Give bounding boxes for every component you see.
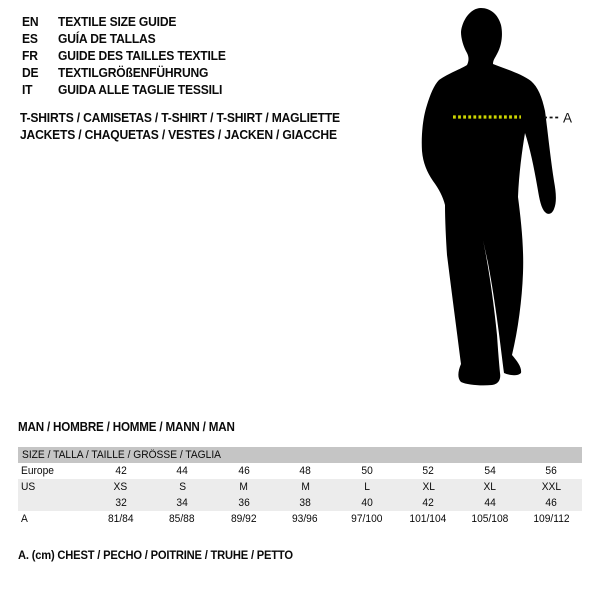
- language-code: FR: [22, 48, 38, 63]
- man-silhouette: [403, 5, 578, 390]
- cell: 105/108: [471, 513, 509, 525]
- cell: 34: [176, 497, 188, 509]
- size-figure: [403, 5, 578, 390]
- language-guide-list: [22, 13, 238, 98]
- language-row-de: [22, 64, 238, 81]
- cell: M: [300, 481, 310, 493]
- cell: 46: [238, 465, 250, 477]
- language-row-fr: [22, 47, 238, 64]
- garment-categories: [20, 109, 364, 143]
- cell: XL: [483, 481, 497, 493]
- row-label: A: [21, 513, 28, 525]
- language-row-it: [22, 81, 238, 98]
- row-label: US: [21, 481, 36, 493]
- cell: S: [178, 481, 186, 493]
- language-label: TEXTILE SIZE GUIDE: [58, 14, 177, 29]
- language-code: DE: [22, 65, 39, 80]
- cell: L: [363, 481, 370, 493]
- cell: 52: [422, 465, 434, 477]
- language-row-es: [22, 30, 238, 47]
- cell: 85/88: [169, 513, 196, 525]
- cell: 44: [484, 497, 496, 509]
- row-label: Europe: [21, 465, 55, 477]
- cell: 38: [299, 497, 311, 509]
- cell: XL: [421, 481, 435, 493]
- cell: 36: [238, 497, 250, 509]
- cell: 101/104: [409, 513, 447, 525]
- table-row-a-chest: [18, 511, 582, 527]
- section-heading-man: [18, 420, 251, 434]
- cell: 54: [484, 465, 496, 477]
- table-row-us-numeric: [18, 495, 582, 511]
- cell: XS: [113, 481, 128, 493]
- size-table-header: [18, 447, 582, 463]
- cell: 32: [115, 497, 127, 509]
- cell: 81/84: [107, 513, 134, 525]
- language-label: GUIDE DES TAILLES TEXTILE: [58, 48, 226, 63]
- cell: 42: [422, 497, 434, 509]
- table-row-europe: [18, 463, 582, 479]
- language-row-en: [22, 13, 238, 30]
- cell: 89/92: [230, 513, 257, 525]
- measure-label-a: A: [563, 110, 573, 126]
- table-row-us: [18, 479, 582, 495]
- category-tshirts: T-SHIRTS / CAMISETAS / T-SHIRT / T-SHIRT / MAGLIETTE: [20, 110, 340, 125]
- cell: 56: [545, 465, 557, 477]
- cell: 42: [115, 465, 127, 477]
- cell: 93/96: [292, 513, 319, 525]
- language-code: ES: [22, 31, 38, 46]
- language-code: IT: [22, 82, 33, 97]
- size-table: [18, 447, 582, 527]
- cell: M: [239, 481, 249, 493]
- cell: 46: [545, 497, 557, 509]
- cell: 109/112: [533, 513, 570, 525]
- cell: 48: [299, 465, 311, 477]
- section-heading-text: MAN / HOMBRE / HOMME / MANN / MAN: [18, 420, 235, 434]
- language-code: EN: [22, 14, 39, 29]
- category-jackets: JACKETS / CHAQUETAS / VESTES / JACKEN / GIACCHE: [20, 127, 337, 142]
- cell: 97/100: [351, 513, 383, 525]
- cell: 44: [176, 465, 188, 477]
- language-label: TEXTILGRÖßENFÜHRUNG: [58, 65, 209, 80]
- cell: 40: [361, 497, 373, 509]
- measurement-note: [18, 548, 314, 562]
- size-table-header-text: SIZE / TALLA / TAILLE / GRÖSSE / TAGLIA: [22, 449, 222, 461]
- language-label: GUÍA DE TALLAS: [58, 31, 156, 46]
- cell: XXL: [541, 481, 561, 493]
- silhouette-path: [422, 8, 556, 385]
- measurement-note-text: A. (cm) CHEST / PECHO / POITRINE / TRUHE / PETTO: [18, 548, 293, 562]
- language-label: GUIDA ALLE TAGLIE TESSILI: [58, 82, 223, 97]
- cell: 50: [361, 465, 373, 477]
